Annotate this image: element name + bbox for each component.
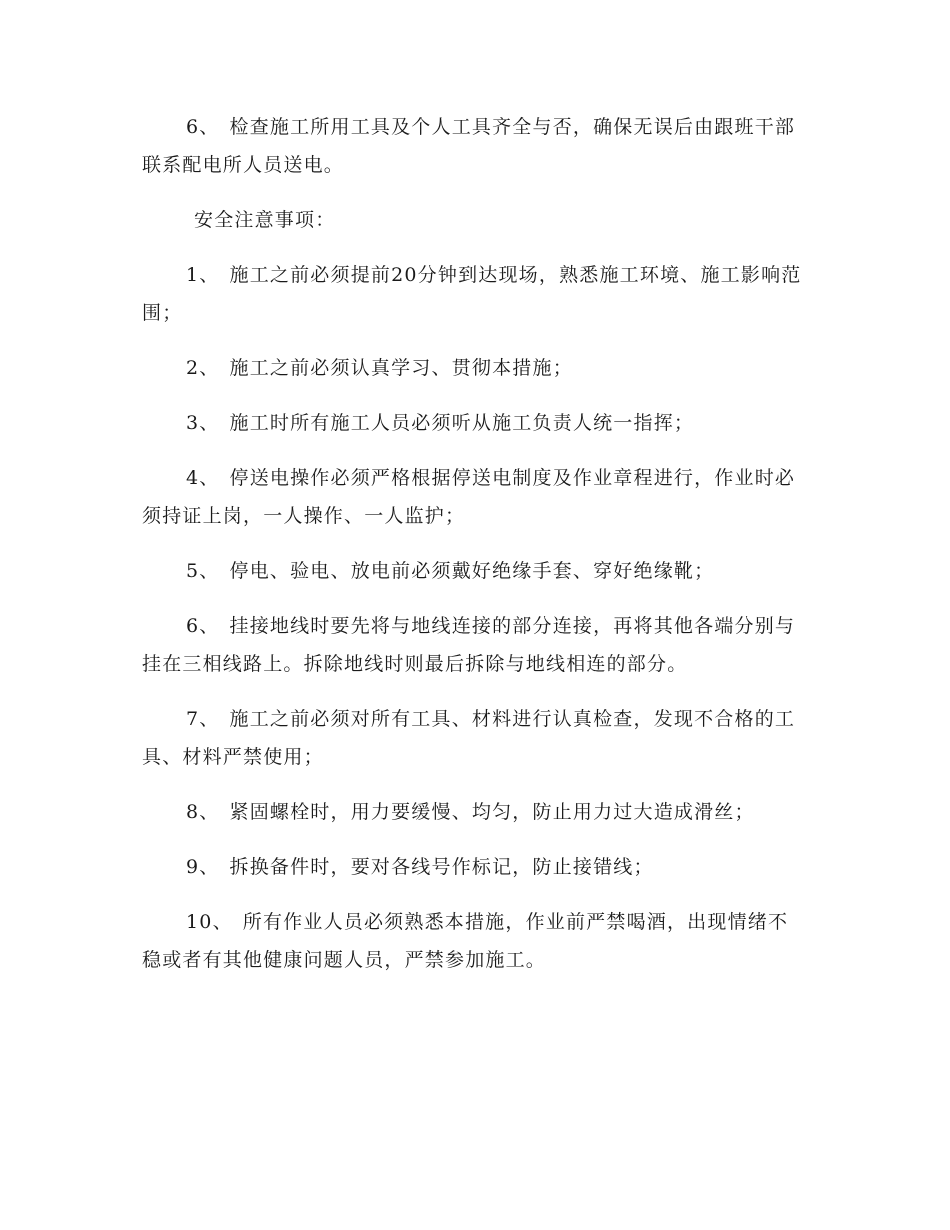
item-text: 所有作业人员必须熟悉本措施，作业前严禁喝酒，出现情绪不稳或者有其他健康问题人员，严禁参加施工。 [142,911,789,971]
item-text: 停电、验电、放电前必须戴好绝缘手套、穿好绝缘靴； [229,560,715,582]
item-number: 3、 [186,412,220,434]
item-text: 施工之前必须认真学习、贯彻本措施； [229,357,573,379]
item-number: 10、 [186,911,233,933]
item-text: 挂接地线时要先将与地线连接的部分连接，再将其他各端分别与挂在三相线路上。拆除地线时则最后拆除与地线相连的部分。 [142,615,796,675]
item-number: 6、 [186,615,220,637]
item-number: 5、 [186,560,220,582]
intro-paragraph [142,108,807,184]
item-number: 4、 [186,467,220,489]
list-item [142,404,807,442]
list-item [142,848,807,886]
item-text: 施工之前必须对所有工具、材料进行认真检查，发现不合格的工具、材料严禁使用； [142,708,796,768]
item-text: 拆换备件时，要对各线号作标记，防止接错线； [229,856,654,878]
item-text: 紧固螺栓时，用力要缓慢、均匀，防止用力过大造成滑丝； [229,801,755,823]
item-text: 检查施工所用工具及个人工具齐全与否，确保无误后由跟班干部联系配电所人员送电。 [142,116,796,176]
list-item [142,349,807,387]
item-text: 停送电操作必须严格根据停送电制度及作业章程进行，作业时必须持证上岗，一人操作、一人监护； [142,467,796,527]
list-item [142,552,807,590]
item-number: 1、 [186,264,220,286]
item-number: 2、 [186,357,220,379]
item-text: 施工时所有施工人员必须听从施工负责人统一指挥； [229,412,695,434]
document-page [142,108,807,996]
item-number: 9、 [186,856,220,878]
item-number: 6、 [186,116,220,138]
section-heading: 安全注意事项： [194,209,336,231]
list-item [142,700,807,776]
list-item [142,607,807,683]
list-item [142,459,807,535]
list-item [142,903,807,979]
item-text: 施工之前必须提前20分钟到达现场，熟悉施工环境、施工影响范围； [142,264,802,324]
item-number: 7、 [186,708,220,730]
list-item [142,793,807,831]
item-number: 8、 [186,801,220,823]
list-item [142,256,807,332]
